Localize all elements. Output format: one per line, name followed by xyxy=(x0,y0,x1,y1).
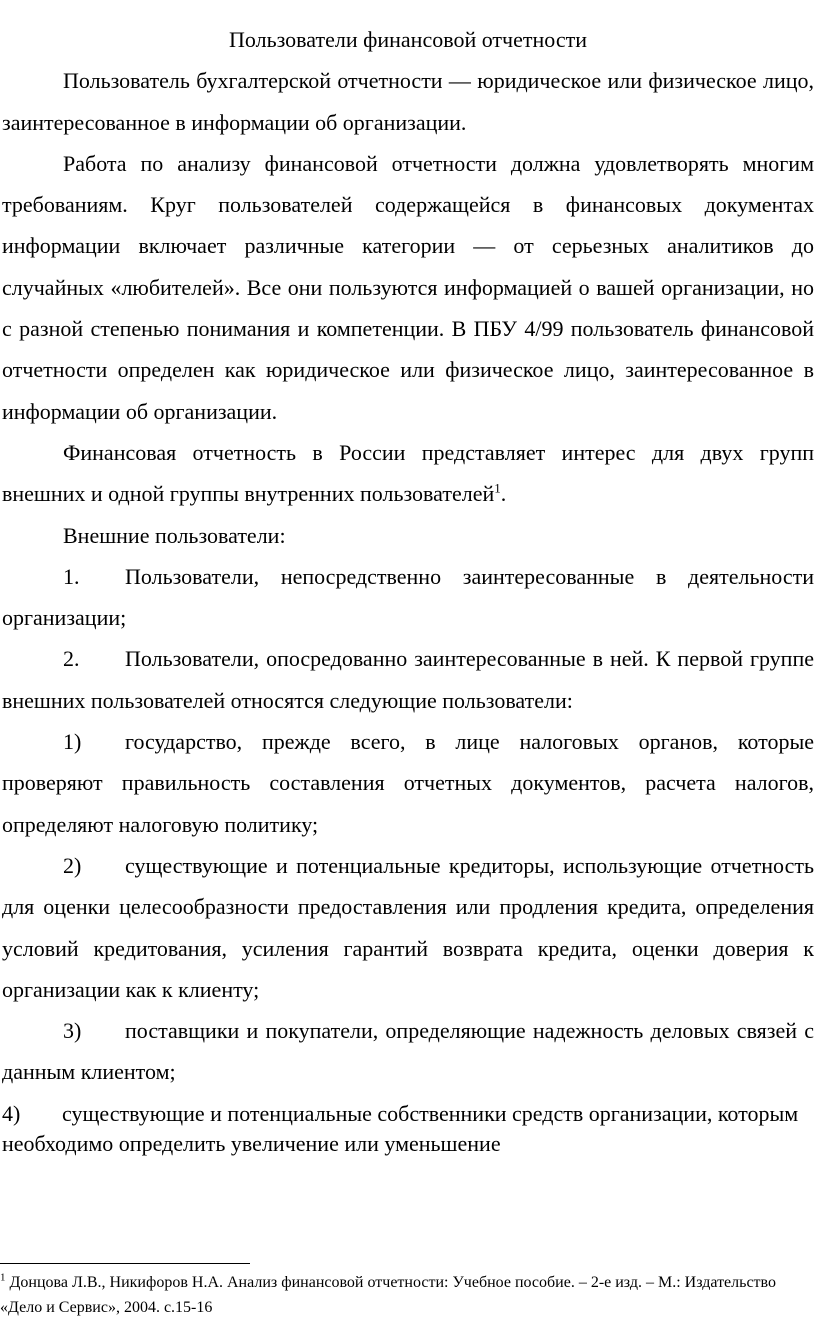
sub-list-item-text: государство, прежде всего, в лице налоговых органов, которые проверяют правильность составления отчетных документов, расчета налогов, определяют налоговую политику; xyxy=(2,729,814,837)
paragraph-definition: Пользователь бухгалтерской отчетности — юридическое или физическое лицо, заинтересованное в информации об организации. xyxy=(2,68,814,135)
sub-list-item xyxy=(2,1093,814,1160)
paragraph-russia-end: . xyxy=(500,481,507,507)
footnote-separator xyxy=(0,1263,250,1264)
document-body xyxy=(2,19,814,1160)
sub-list-item-number: 2) xyxy=(63,852,82,878)
paragraph-russia xyxy=(2,432,814,515)
document-title: Пользователи финансовой отчетности xyxy=(229,27,587,52)
footnote xyxy=(0,1270,812,1320)
list-item xyxy=(2,638,814,721)
footnote-marker: 1 xyxy=(0,1271,6,1284)
list-item-text: Пользователи, непосредственно заинтересованные в деятельности организации; xyxy=(2,563,814,631)
list-item-number: 1. xyxy=(63,563,80,589)
sub-list-item-text: существующие и потенциальные собственники средств организации, которым необходимо определить увеличение или уменьшение xyxy=(2,1100,799,1157)
list-item-text: Пользователи, опосредованно заинтересованные в ней. К первой группе внешних пользователей относятся следующие пользователи: xyxy=(2,646,814,713)
sub-list-item-number: 1) xyxy=(63,729,82,755)
paragraph-external-users: Внешние пользователи: xyxy=(63,522,286,548)
sub-list-item-number: 3) xyxy=(63,1018,82,1044)
list-item-number: 2. xyxy=(63,646,80,672)
sub-list-item-text: существующие и потенциальные кредиторы, использующие отчетность для оценки целесообразности предоставления или продления кредита, определения условий кредитования, усиления гарантий возврата кредита, оценки доверия к организации как к клиенту; xyxy=(2,852,814,1002)
sub-list-item-text: поставщики и покупатели, определяющие надежность деловых связей с данным клиентом; xyxy=(2,1018,814,1085)
sub-list-item xyxy=(2,721,814,845)
sub-list-item xyxy=(2,1010,814,1093)
paragraph-russia-text: Финансовая отчетность в России представляет интерес для двух групп внешних и одной группы внутренних пользователей xyxy=(2,439,814,507)
sub-list-item-number: 4) xyxy=(2,1100,21,1126)
list-item xyxy=(2,556,814,639)
footnote-text: Донцова Л.В., Никифоров Н.А. Анализ финансовой отчетности: Учебное пособие. – 2-е изд. – М.: Издательство «Дело и Сервис», 2004. с.15-16 xyxy=(0,1274,776,1316)
paragraph-analysis: Работа по анализу финансовой отчетности должна удовлетворять многим требованиям. Круг пользователей содержащейся в финансовых документах информации включает различные категории — от серьезных аналитиков до случайных «любителей». Все они пользуются информацией о вашей организации, но с разной степенью понимания и компетенции. В ПБУ 4/99 пользователь финансовой отчетности определен как юридическое или физическое лицо, заинтересованное в информации об организации. xyxy=(2,150,814,424)
footnote-reference[interactable]: 1 xyxy=(494,480,501,496)
sub-list-item xyxy=(2,845,814,1010)
